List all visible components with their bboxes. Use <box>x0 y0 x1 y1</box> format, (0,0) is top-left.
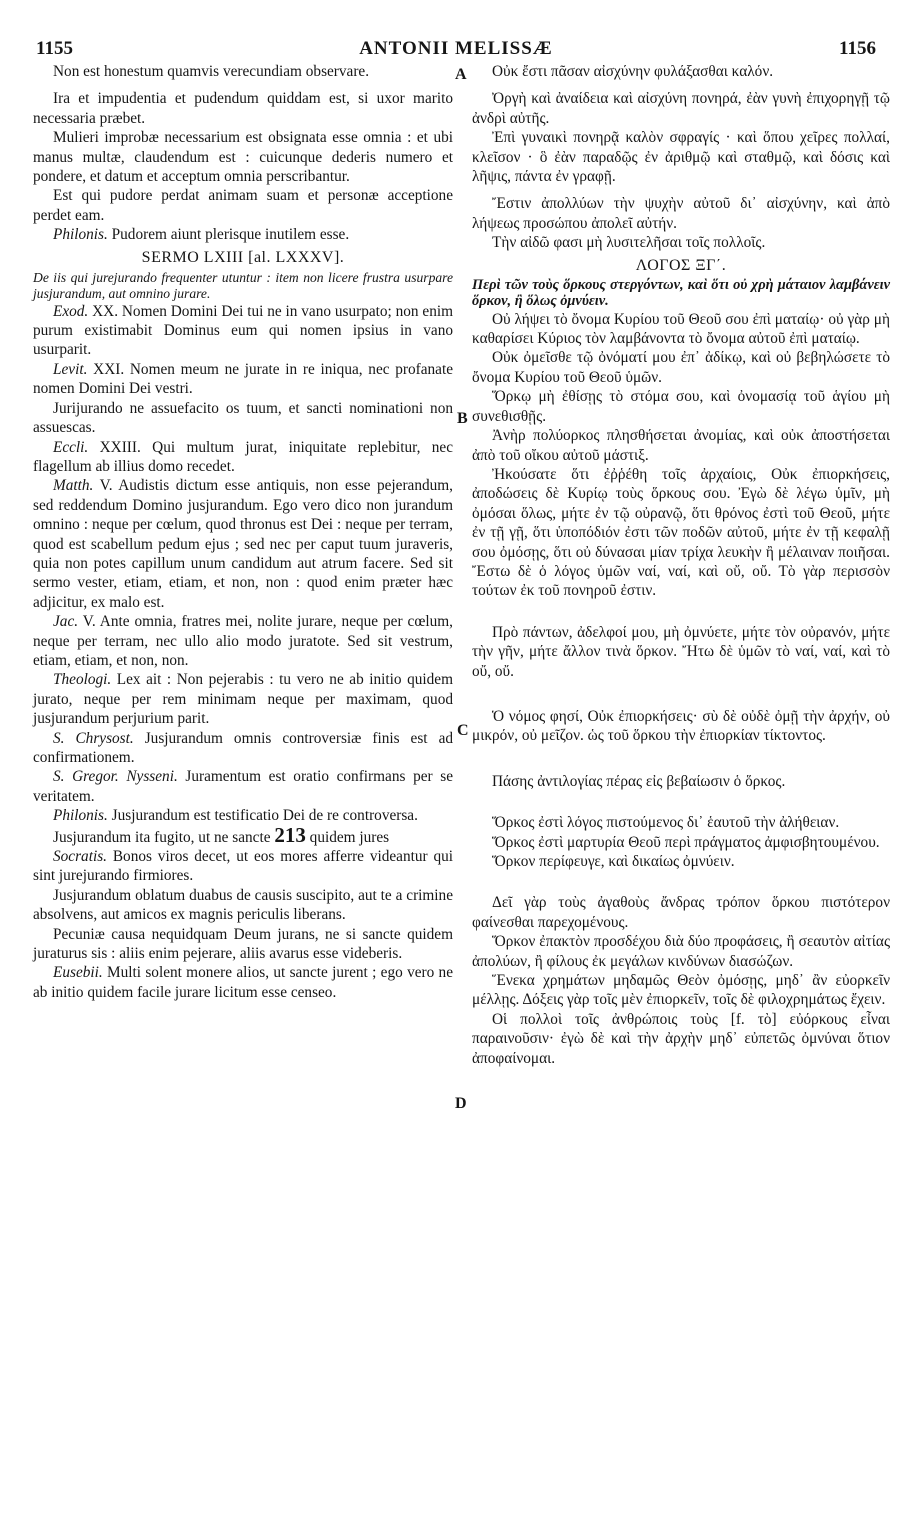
latin-paragraph <box>33 438 453 477</box>
logos-title: ΛΟΓΟΣ ΞΓ΄. <box>635 256 727 274</box>
paragraph-text: XX. Nomen Domini Dei tui ne in vano usurpato; non enim purum existimabit Dominus eum qui nomen ipsius in vano usurparit. <box>33 302 453 359</box>
latin-paragraph <box>33 729 453 768</box>
greek-paragraph: Ὅρκος ἐστὶ μαρτυρία Θεοῦ περὶ πράγματος ἀμφισβητουμένου. <box>492 833 880 851</box>
source-author: Exod. <box>53 302 89 320</box>
latin-paragraph: Non est honestum quamvis verecundiam observare. <box>53 63 370 80</box>
latin-paragraph: Mulieri improbæ necessarium est obsignata esse omnia : et ubi manus multæ, claudendum est : cuicunque dederis numero et pondere, et datum et acceptum omnia perscribantur. <box>33 129 453 186</box>
greek-paragraph: Πάσης ἀντιλογίας πέρας εἰς βεβαίωσιν ὁ ὅρκος. <box>492 772 786 790</box>
paragraph-text: Jusjurandum ita fugito, ut ne sancte <box>53 828 271 846</box>
greek-paragraph: Ἕνεκα χρημάτων μηδαμῶς Θεὸν ὀμόσῃς, μηδ᾽ ἂν εὐορκεῖν μέλλῃς. Δόξεις γὰρ τοῖς μὲν ἐπιορκεῖν, τοῖς δὲ φιλοχρημάτως ἔχειν. <box>472 972 890 1009</box>
paragraph-text: Lex ait : Non pejerabis : tu vero ne ab initio quidem jurato, neque per rem minimam neque per maximam, quod jusjurandum perjurium parit. <box>33 671 453 728</box>
latin-paragraph <box>33 822 453 847</box>
paragraph-text: Pudorem aiunt plerisque inutilem esse. <box>111 226 350 244</box>
paragraph-text: V. Audistis dictum esse antiquis, non esse pejerandum, sed reddendum Domino jusjurandum. Ego vero dico non jurandum omnino : neque per cœlum, quod thronus est Dei : neque per terram, quod est scabellum pedum ejus ; sed nec per caput tuum juraveris, quia non potes capillum unum candidum aut atrum facere. Sed sit sermo vester, etiam, etiam, et non, non : quod enim præter hæc adjicitur, ex malo est. <box>33 477 453 611</box>
margin-letter-d: D <box>455 1095 467 1112</box>
greek-paragraph: Ὁ νόμος φησί, Οὐκ ἐπιορκήσεις· σὺ δὲ οὐδὲ ὀμῇ τὴν ἀρχήν, οὐ μικρόν, οὐ μεῖζον. ὡς τοῦ ὅρκου τὴν ἐπιορκίαν τίκτοντος. <box>472 707 890 745</box>
paragraph-text: quidem jures <box>309 828 390 846</box>
greek-paragraph: Ἔστιν ἀπολλύων τὴν ψυχὴν αὐτοῦ δι᾽ αἰσχύνην, καὶ ἀπὸ λήψεως προσώπου ἀπολεῖ αὐτήν. <box>472 195 890 232</box>
greek-paragraph: Ἠκούσατε ὅτι ἐῤῥέθη τοῖς ἀρχαίοις, Οὐκ ἐπιορκήσεις, ἀποδώσεις δὲ Κυρίῳ τοὺς ὅρκους σου. Ἐγὼ δὲ λέγω ὑμῖν, μὴ ὀμόσαι ὅλως, μήτε ἐν τῷ οὐρανῷ, ὅτι θρόνος ἐστὶ τοῦ Θεοῦ, μήτε ἐν τῇ γῇ, ὅτι ὑποπόδιόν ἐστι τῶν ποδῶν αὐτοῦ, μήτε ἐν τῇ κεφαλῇ σου ὀμόσῃς, ὅτι οὐ δύνασαι μίαν τρίχα λευκὴν ἢ μέλαιναν ποιῆσαι. Ἔστω δὲ ὁ λόγος ὑμῶν ναί, ναί, καὶ οὔ, οὔ. Τὸ γὰρ περισσὸν τούτων ἐκ τοῦ πονηροῦ ἐστιν. <box>472 465 890 600</box>
greek-paragraph: Ὅρκος ἐστὶ λόγος πιστούμενος δι᾽ ἑαυτοῦ τὴν ἀλήθειαν. <box>492 814 840 832</box>
greek-paragraph: Οὐκ ὀμεῖσθε τῷ ὀνόματί μου ἐπ᾽ ἀδίκῳ, καὶ οὐ βεβηλώσετε τὸ ὄνομα Κυρίου τοῦ Θεοῦ ὑμῶν. <box>472 349 890 386</box>
logos-subtitle: Περὶ τῶν τοὺς ὅρκους στεργόντων, καὶ ὅτι οὐ χρὴ μάταιον λαμβάνειν ὅρκον, ἢ ὅλως ὀμνύειν. <box>472 277 890 309</box>
greek-paragraph: Ὅρκον ἐπακτὸν προσδέχου διὰ δύο προφάσεις, ἢ σεαυτὸν αἰτίας ἀπολύων, ἢ φίλους ἐκ μεγάλων κινδύνων διασώζων. <box>472 933 890 970</box>
source-author: S. Chrysost. <box>53 729 134 747</box>
latin-paragraph <box>33 302 453 360</box>
greek-paragraph: Οὐκ ἔστι πᾶσαν αἰσχύνην φυλάξασθαι καλόν. <box>492 63 774 80</box>
source-author: Theologi. <box>53 671 112 689</box>
greek-paragraph: Ἀνὴρ πολύορκος πλησθήσεται ἀνομίας, καὶ οὐκ ἀποστήσεται ἀπὸ τοῦ οἴκου αὐτοῦ μάστιξ. <box>472 427 890 464</box>
latin-paragraph: Jurijurando ne assuefacito os tuum, et sancti nominationi non assuescas. <box>33 399 453 437</box>
latin-paragraph <box>33 670 453 728</box>
greek-paragraph: Δεῖ γὰρ τοὺς ἀγαθοὺς ἄνδρας τρόπον ὅρκου πιστότερον φαίνεσθαι παρεχομένους. <box>472 894 890 931</box>
latin-paragraph <box>33 476 453 612</box>
page-number-left: 1155 <box>36 38 73 59</box>
latin-paragraph <box>33 360 453 399</box>
greek-paragraph: Οἱ πολλοὶ τοῖς ἀνθρώποις τοὺς [f. τὸ] εὐόρκους εἶναι παραινοῦσιν· ἐγὼ δὲ καὶ τὴν ἀρχὴν μηδ᾽ εὐπετῶς ὀμνύναι ὅτιον ἀποφαίνομαι. <box>472 1010 890 1067</box>
greek-paragraph: Ὅρκῳ μὴ ἐθίσῃς τὸ στόμα σου, καὶ ὀνομασίᾳ τοῦ ἁγίου μὴ συνεθισθῇς. <box>472 388 890 425</box>
source-author: Eccli. <box>53 438 89 456</box>
paragraph-text: Jusjurandum omnis controversiæ finis est ad confirmationem. <box>33 729 454 766</box>
source-author: Eusebii. <box>53 964 103 982</box>
latin-paragraph <box>33 767 453 806</box>
latin-paragraph <box>33 612 453 670</box>
source-author: Jac. <box>53 613 79 631</box>
latin-paragraph: Ira et impudentia et pudendum quiddam est, si uxor marito necessaria præbet. <box>33 90 453 127</box>
source-author: Philonis. <box>53 807 108 825</box>
paragraph-text: Juramentum est oratio confirmans per se veritatem. <box>33 768 453 805</box>
margin-letter-a: A <box>455 66 467 83</box>
paragraph-text: Jusjurandum est testificatio Dei de re controversa. <box>111 807 418 825</box>
paragraph-text: V. Ante omnia, fratres mei, nolite jurare, neque per cœlum, neque per terram, nec ullo alio modo juratote. Sed sit vestrum, etiam, etiam, et non, non. <box>33 613 453 669</box>
latin-column <box>33 62 453 1002</box>
latin-paragraph <box>33 806 453 825</box>
greek-column <box>472 62 890 1068</box>
latin-paragraph: Pecuniæ causa nequidquam Deum jurans, ne si sancte quidem juraturus sis : aliis enim pejerare, aliis avarus esse videberis. <box>33 925 453 963</box>
latin-paragraph <box>33 225 453 244</box>
source-author: S. Gregor. Nysseni. <box>53 768 178 786</box>
latin-paragraph: Est qui pudore perdat animam suam et personæ acceptione perdet eam. <box>33 187 453 224</box>
latin-paragraph <box>33 847 453 886</box>
source-author: Matth. <box>53 477 94 495</box>
source-author: Socratis. <box>53 848 107 866</box>
sermon-title: SERMO LXIII [al. LXXXV]. <box>141 248 345 266</box>
greek-paragraph: Οὐ λήψει τὸ ὄνομα Κυρίου τοῦ Θεοῦ σου ἐπὶ ματαίῳ· οὐ γὰρ μὴ καθαρίσει Κύριος τὸν λαμβάνοντα τὸ ὄνομα αὐτοῦ ἐπὶ ματαίῳ. <box>472 310 890 348</box>
margin-letter-c: C <box>457 722 469 739</box>
paragraph-text: Bonos viros decet, ut eos mores afferre videantur qui sint jurejurando firmiores. <box>33 848 453 885</box>
greek-paragraph: Τὴν αἰδῶ φασι μὴ λυσιτελῆσαι τοῖς πολλοῖς. <box>492 234 766 252</box>
source-author: Philonis. <box>53 226 108 244</box>
paragraph-text: XXI. Nomen meum ne jurate in re iniqua, nec profanate nomen Domini Dei vestri. <box>33 360 454 398</box>
greek-paragraph: Ὀργὴ καὶ ἀναίδεια καὶ αἰσχύνη πονηρά, ἐὰν γυνὴ ἐπιχορηγῇ τῷ ἀνδρὶ αὐτῆς. <box>472 90 890 127</box>
greek-paragraph: Πρὸ πάντων, ἀδελφοί μου, μὴ ὀμνύετε, μήτε τὸν οὐρανόν, μήτε τὴν γῆν, μήτε ἄλλον τινὰ ὅρκον. Ἤτω δὲ ὑμῶν τὸ ναί, ναί, καὶ τὸ οὔ, οὔ. <box>472 623 890 680</box>
paragraph-text: Multi solent monere alios, ut sancte jurent ; ego vero ne ab initio quidem facile jurare licitum esse censeo. <box>33 964 453 1001</box>
margin-letter-b: B <box>457 410 468 427</box>
greek-paragraph: Ἐπὶ γυναικὶ πονηρᾷ καλὸν σφραγίς · καὶ ὅπου χεῖρες πολλαί, κλεῖσον · ὃ ἐὰν παραδῷς ἐν ἀριθμῷ καὶ σταθμῷ, καὶ δόσις καὶ λῆψις, πάντα ἐν γραφῇ. <box>472 129 890 186</box>
page-number-right: 1156 <box>839 38 876 59</box>
folio-number: 213 <box>274 822 306 847</box>
paragraph-text: XXIII. Qui multum jurat, iniquitate replebitur, nec flagellum ab illius domo recedet. <box>33 438 453 475</box>
latin-paragraph: Jusjurandum oblatum duabus de causis suscipito, aut te a crimine absolvens, aut amicos ex magnis periculis liberans. <box>33 886 453 924</box>
sermon-subtitle: De iis qui jurejurando frequenter utuntur : item non licere frustra usurpare jusjurandum, aut omnino jurare. <box>33 270 453 301</box>
source-author: Levit. <box>53 360 88 378</box>
greek-paragraph: Ὅρκον περίφευγε, καὶ δικαίως ὀμνύειν. <box>492 853 735 870</box>
latin-paragraph <box>33 963 453 1002</box>
running-title: ANTONII MELISSÆ <box>359 38 553 59</box>
